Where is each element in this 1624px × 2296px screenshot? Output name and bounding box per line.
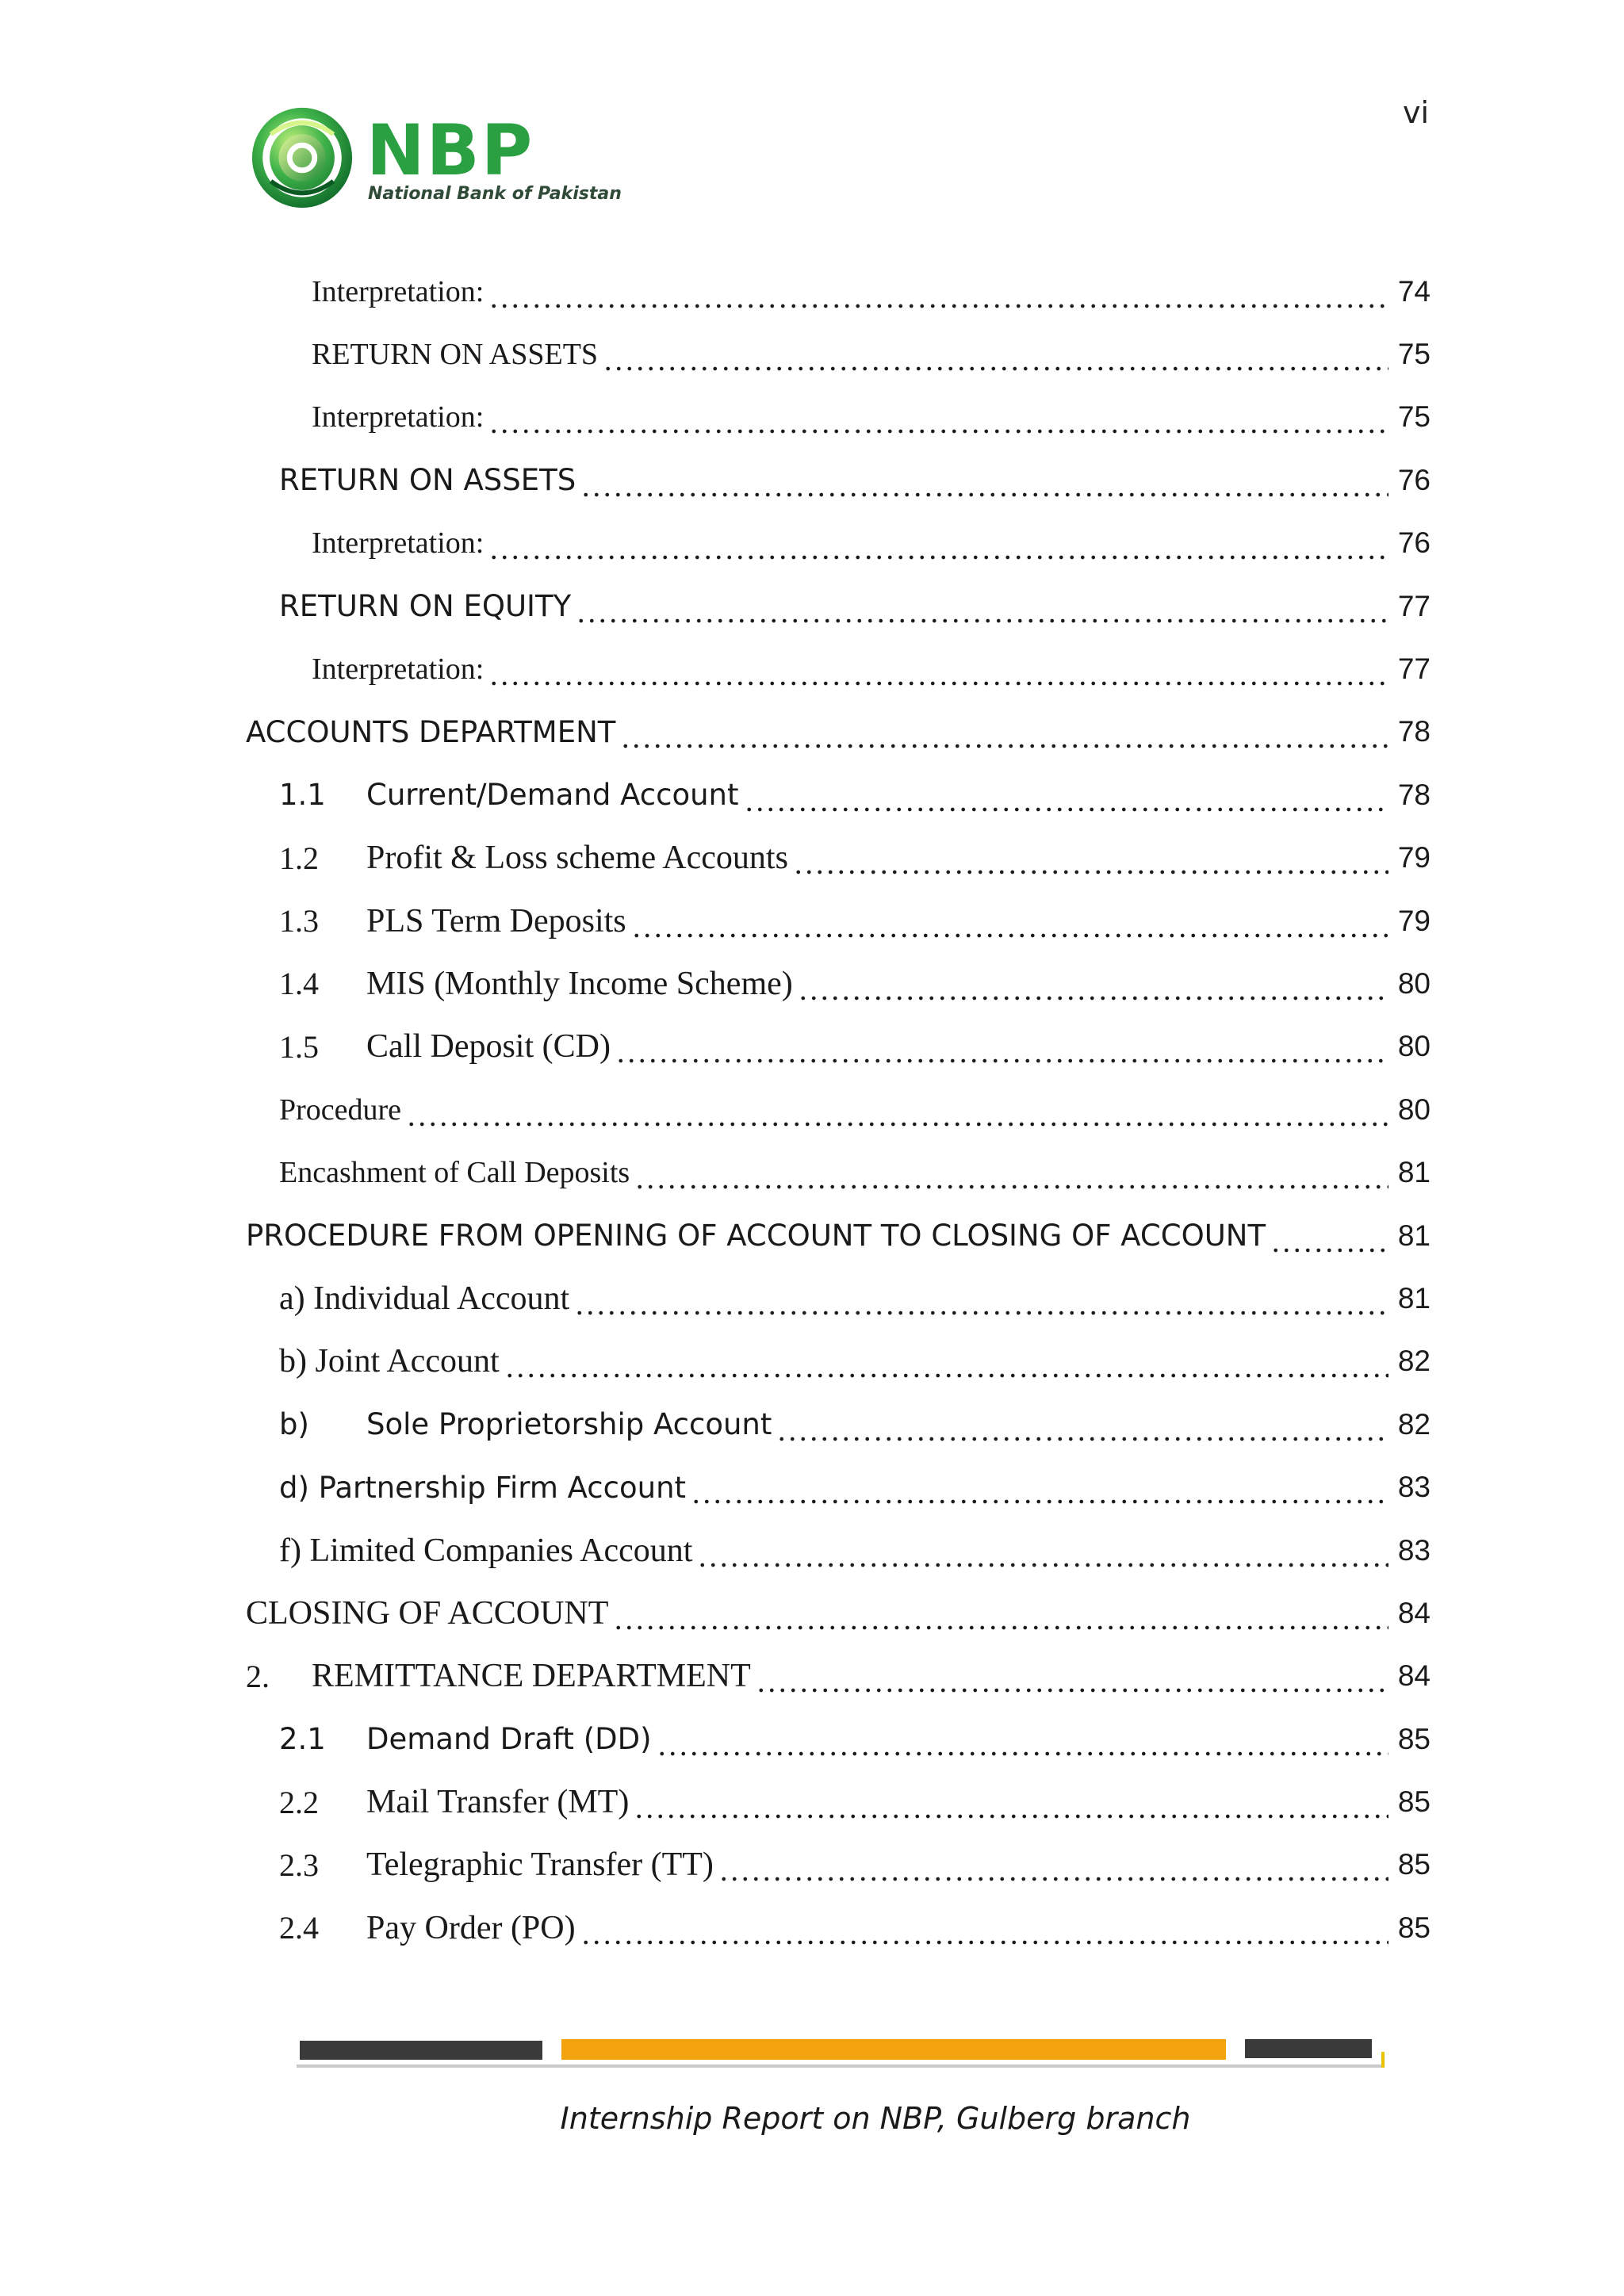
toc-entry-page: 75: [1397, 400, 1431, 434]
toc-entry-page: 76: [1397, 526, 1431, 560]
toc-entry-label: ACCOUNTS DEPARTMENT: [246, 714, 616, 749]
toc-dot-leader: [574, 1284, 1388, 1316]
toc-entry[interactable]: [246, 1456, 1431, 1518]
toc-entry-label: Interpretation:: [312, 526, 485, 561]
footer-bar-orange: [561, 2039, 1226, 2060]
toc-entry-label: Current/Demand Account: [366, 778, 739, 813]
toc-entry[interactable]: [246, 1016, 1431, 1078]
toc-dot-leader: [488, 277, 1388, 309]
toc-dot-leader: [615, 1032, 1388, 1064]
toc-entry[interactable]: [246, 323, 1431, 385]
toc-entry[interactable]: [246, 1393, 1431, 1456]
toc-dot-leader: [718, 1850, 1388, 1882]
toc-entry-label: RETURN ON EQUITY: [279, 589, 572, 624]
toc-entry-number: 2.2: [279, 1784, 319, 1820]
toc-entry-page: 76: [1397, 463, 1431, 496]
toc-dot-leader: [634, 1788, 1388, 1820]
toc-entry-label: Interpretation:: [312, 274, 485, 308]
toc-entry-label: Sole Proprietorship Account: [366, 1407, 772, 1442]
toc-entry-label: RETURN ON ASSETS: [279, 463, 576, 498]
toc-entry-label: Call Deposit (CD): [366, 1028, 611, 1066]
toc-entry-page: 85: [1397, 1785, 1431, 1819]
toc-entry-page: 82: [1397, 1407, 1431, 1441]
toc-entry[interactable]: [246, 952, 1431, 1015]
toc-entry-label: Encashment of Call Deposits: [279, 1156, 630, 1190]
toc-dot-leader: [504, 1347, 1388, 1379]
toc-entry-number: 1.3: [279, 903, 319, 939]
toc-entry[interactable]: [246, 763, 1431, 826]
toc-entry[interactable]: [246, 575, 1431, 637]
toc-entry[interactable]: [246, 1204, 1431, 1267]
toc-entry-number: 1.4: [279, 966, 319, 1002]
toc-entry-page: 81: [1397, 1281, 1431, 1314]
toc-entry[interactable]: [246, 890, 1431, 952]
toc-entry-page: 79: [1397, 904, 1431, 937]
toc-entry-label: RETURN ON ASSETS: [312, 338, 599, 372]
toc-dot-leader: [580, 466, 1388, 498]
toc-entry[interactable]: [246, 827, 1431, 890]
toc-entry-label: a) Individual Account: [279, 1280, 570, 1317]
toc-entry-page: 85: [1397, 1848, 1431, 1881]
toc-entry[interactable]: [246, 260, 1431, 323]
toc-entry[interactable]: [246, 1330, 1431, 1393]
toc-dot-leader: [634, 1158, 1388, 1190]
toc-dot-leader: [691, 1473, 1388, 1505]
footer-bar-dark-left: [300, 2041, 542, 2060]
toc-entry-page: 81: [1397, 1219, 1431, 1252]
toc-entry-number: b): [279, 1407, 309, 1442]
toc-dot-leader: [406, 1096, 1388, 1127]
footer-text: Internship Report on NBP, Gulberg branch: [560, 2101, 1191, 2136]
toc-entry[interactable]: [246, 512, 1431, 575]
toc-entry-label: MIS (Monthly Income Scheme): [366, 965, 793, 1002]
toc-entry-number: 2.3: [279, 1846, 319, 1883]
toc-entry-label: Interpretation:: [312, 652, 485, 687]
toc-dot-leader: [488, 655, 1388, 687]
toc-entry-page: 77: [1397, 589, 1431, 622]
toc-entry-label: Telegraphic Transfer (TT): [366, 1846, 714, 1884]
toc-entry-label: Mail Transfer (MT): [366, 1784, 630, 1821]
toc-entry-label: f) Limited Companies Account: [279, 1532, 693, 1569]
footer-rule-corner: [1381, 2052, 1385, 2068]
toc-entry-label: Profit & Loss scheme Accounts: [366, 840, 788, 877]
toc-entry-page: 80: [1397, 966, 1431, 1000]
toc-dot-leader: [1270, 1222, 1388, 1253]
toc-dot-leader: [798, 970, 1388, 1001]
toc-entry-label: PROCEDURE FROM OPENING OF ACCOUNT TO CLOSING OF ACCOUNT: [246, 1219, 1266, 1253]
toc-entry-page: 83: [1397, 1533, 1431, 1567]
toc-dot-leader: [603, 340, 1388, 372]
toc-dot-leader: [657, 1725, 1388, 1757]
toc-entry-label: Pay Order (PO): [366, 1909, 576, 1946]
toc-dot-leader: [631, 907, 1388, 939]
toc-entry[interactable]: [246, 1645, 1431, 1708]
logo-subtitle: National Bank of Pakistan: [368, 184, 622, 204]
toc-entry[interactable]: [246, 1770, 1431, 1833]
toc-dot-leader: [697, 1536, 1388, 1568]
toc-entry[interactable]: [246, 1267, 1431, 1330]
toc-entry-number: 1.1: [279, 778, 326, 813]
toc-entry-page: 79: [1397, 841, 1431, 874]
toc-entry-page: 77: [1397, 652, 1431, 686]
toc-dot-leader: [488, 529, 1388, 561]
toc-entry-label: Interpretation:: [312, 400, 485, 434]
toc-dot-leader: [576, 592, 1388, 624]
toc-entry-label: d) Partnership Firm Account: [279, 1470, 687, 1505]
page-number: vi: [1402, 95, 1429, 130]
toc-entry[interactable]: [246, 701, 1431, 763]
toc-entry-number: 2.4: [279, 1910, 319, 1946]
toc-entry-page: 75: [1397, 338, 1431, 371]
toc-entry-page: 85: [1397, 1722, 1431, 1755]
logo-wordmark: NBP: [366, 109, 534, 191]
toc-entry-label: CLOSING OF ACCOUNT: [246, 1594, 609, 1632]
toc-dot-leader: [488, 403, 1388, 434]
toc-entry[interactable]: [246, 1519, 1431, 1582]
toc-entry-number: 1.2: [279, 840, 319, 876]
toc-entry[interactable]: [246, 1708, 1431, 1770]
toc-entry-label: PLS Term Deposits: [366, 902, 626, 939]
toc-entry[interactable]: [246, 1141, 1431, 1203]
footer-decoration-bar: [297, 2036, 1391, 2072]
toc-entry-page: 74: [1397, 274, 1431, 308]
footer-bar-dark-right: [1245, 2039, 1372, 2058]
toc-dot-leader: [580, 1914, 1388, 1946]
toc-entry[interactable]: [246, 637, 1431, 700]
toc-entry-page: 78: [1397, 778, 1431, 811]
toc-entry-page: 82: [1397, 1345, 1431, 1378]
toc-entry[interactable]: [246, 449, 1431, 511]
toc-entry-label: Procedure: [279, 1093, 402, 1127]
toc-entry-page: 85: [1397, 1911, 1431, 1944]
toc-dot-leader: [620, 718, 1388, 749]
toc-dot-leader: [793, 844, 1388, 875]
toc-entry-label: b) Joint Account: [279, 1343, 500, 1380]
toc-entry-number: 1.5: [279, 1028, 319, 1065]
toc-entry[interactable]: [246, 1834, 1431, 1896]
toc-entry[interactable]: [246, 386, 1431, 449]
toc-entry-page: 83: [1397, 1471, 1431, 1504]
nbp-emblem-icon: [247, 103, 357, 212]
toc-entry-page: 78: [1397, 715, 1431, 748]
toc-entry-page: 81: [1397, 1156, 1431, 1189]
toc-entry[interactable]: [246, 1896, 1431, 1959]
toc-entry-label: REMITTANCE DEPARTMENT: [312, 1658, 751, 1695]
toc-entry-number: 2.: [246, 1658, 270, 1694]
toc-entry[interactable]: [246, 1582, 1431, 1644]
toc-entry-page: 80: [1397, 1030, 1431, 1063]
toc-dot-leader: [776, 1410, 1388, 1442]
toc-entry-page: 84: [1397, 1596, 1431, 1629]
toc-dot-leader: [744, 781, 1388, 813]
footer-rule: [297, 2064, 1385, 2068]
toc-dot-leader: [613, 1599, 1388, 1631]
toc-entry-page: 84: [1397, 1659, 1431, 1693]
toc-entry-number: 2.1: [279, 1722, 326, 1757]
nbp-logo: [247, 100, 622, 219]
toc-entry[interactable]: [246, 1078, 1431, 1141]
toc-entry-page: 80: [1397, 1093, 1431, 1126]
toc-entry-label: Demand Draft (DD): [366, 1722, 652, 1757]
table-of-contents: [246, 260, 1431, 1960]
toc-dot-leader: [756, 1662, 1388, 1693]
